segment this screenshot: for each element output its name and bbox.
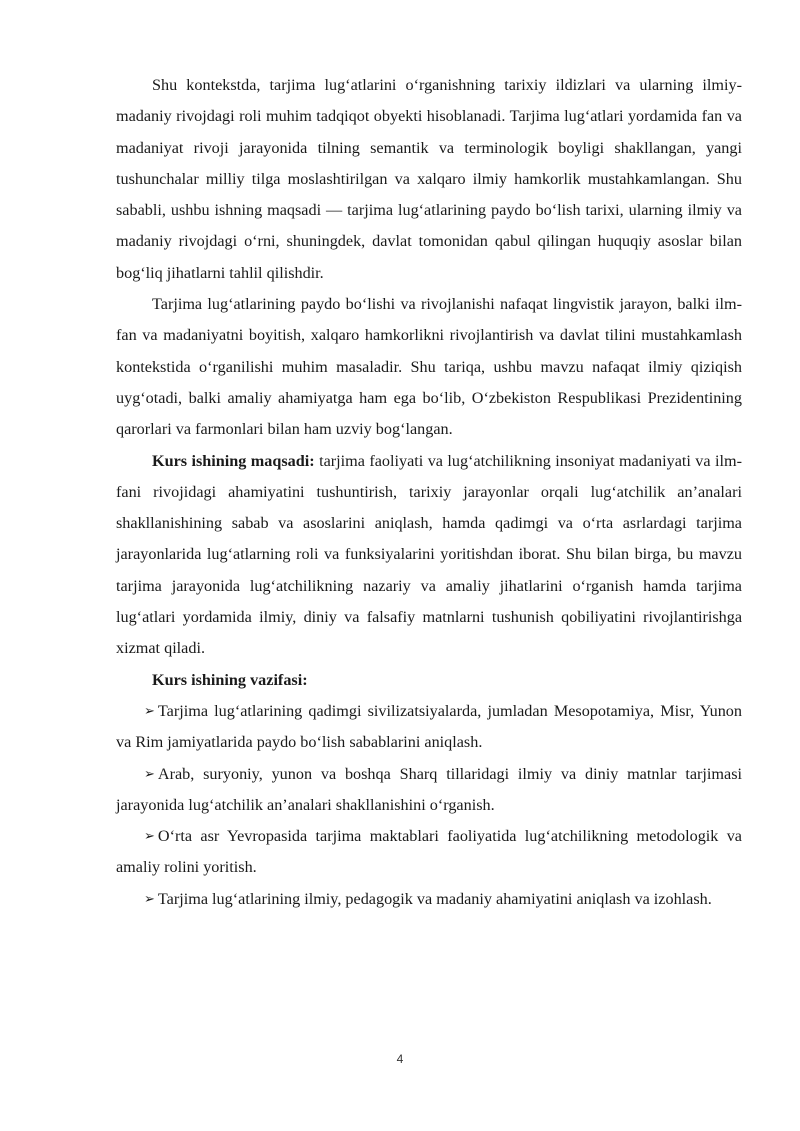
task-item-3 xyxy=(116,821,742,884)
arrow-bullet-icon: ➢ xyxy=(144,703,155,719)
goal-label: Kurs ishining maqsadi: xyxy=(152,451,315,470)
task-item-2 xyxy=(116,759,742,822)
task-text: Arab, suryoniy, yunon va boshqa Sharq tillaridagi ilmiy va diniy matnlar tarjimasi jarayonida lug‘atchilik an’analari shakllanishini o‘rganish. xyxy=(116,764,742,814)
goal-paragraph xyxy=(116,446,742,665)
task-item-4 xyxy=(116,884,742,915)
task-text: Tarjima lug‘atlarining qadimgi sivilizatsiyalarda, jumladan Mesopotamiya, Misr, Yunon va Rim jamiyatlarida paydo bo‘lish sabablarini aniqlash. xyxy=(116,701,742,752)
arrow-bullet-icon: ➢ xyxy=(144,891,155,907)
goal-text: tarjima faoliyati va lug‘atchilikning insoniyat madaniyati va ilm-fani rivojidagi ahamiyatini tushuntirish, tarixiy jarayonlar orqali lug‘atchilik an’analari shakllanishining sabab va asoslarini aniqlash, hamda qadimgi va o‘rta asrlardagi tarjima jarayonlarida lug‘atlarning roli va funksiyalarini yoritishdan iborat. Shu bilan birga, bu mavzu tarjima jarayonida lug‘atchilikning nazariy va amaliy jihatlarini o‘rganish hamda tarjima lug‘atlari yordamida ilmiy, diniy va falsafiy matnlarni tushunish qobiliyatini rivojlantirishga xizmat qiladi. xyxy=(116,451,742,658)
tasks-heading: Kurs ishining vazifasi: xyxy=(152,670,308,689)
page-number: 4 xyxy=(396,1052,404,1066)
body-paragraph-1: Shu kontekstda, tarjima lug‘atlarini o‘rganishning tarixiy ildizlari va ularning ilmiy-madaniy rivojdagi roli muhim tadqiqot obyekti hisoblanadi. Tarjima lug‘atlari yordamida fan va madaniyat rivoji jarayonida tilning semantik va terminologik boyligi shakllangan, yangi tushunchalar milliy tilga moslashtirilgan va xalqaro ilmiy hamkorlik mustahkamlangan. Shu sababli, ushbu ishning maqsadi — tarjima lug‘atlarining paydo bo‘lish tarixi, ularning ilmiy va madaniy rivojdagi o‘rni, shuningdek, davlat tomonidan qabul qilingan huquqiy asoslar bilan bog‘liq jihatlarni tahlil qilishdir. xyxy=(116,76,742,282)
task-item-1 xyxy=(116,696,742,759)
task-text: O‘rta asr Yevropasida tarjima maktablari faoliyatida lug‘atchilikning metodologik va amaliy rolini yoritish. xyxy=(116,827,742,877)
document-page xyxy=(116,70,742,915)
task-text: Tarjima lug‘atlarining ilmiy, pedagogik va madaniy ahamiyatini aniqlash va izohlash. xyxy=(157,889,712,908)
arrow-bullet-icon: ➢ xyxy=(144,829,155,845)
body-paragraph-2: Tarjima lug‘atlarining paydo bo‘lishi va rivojlanishi nafaqat lingvistik jarayon, balki ilm-fan va madaniyatni boyitish, xalqaro hamkorlikni rivojlantirish va davlat tilini mustahkamlash kontekstida o‘rganilishi muhim masaladir. Shu tariqa, ushbu mavzu nafaqat ilmiy qiziqish uyg‘otadi, balki amaliy ahamiyatga ham ega bo‘lib, O‘zbekiston Respublikasi Prezidentining qarorlari va farmonlari bilan ham uzviy bog‘langan. xyxy=(116,295,742,439)
arrow-bullet-icon: ➢ xyxy=(144,766,155,782)
